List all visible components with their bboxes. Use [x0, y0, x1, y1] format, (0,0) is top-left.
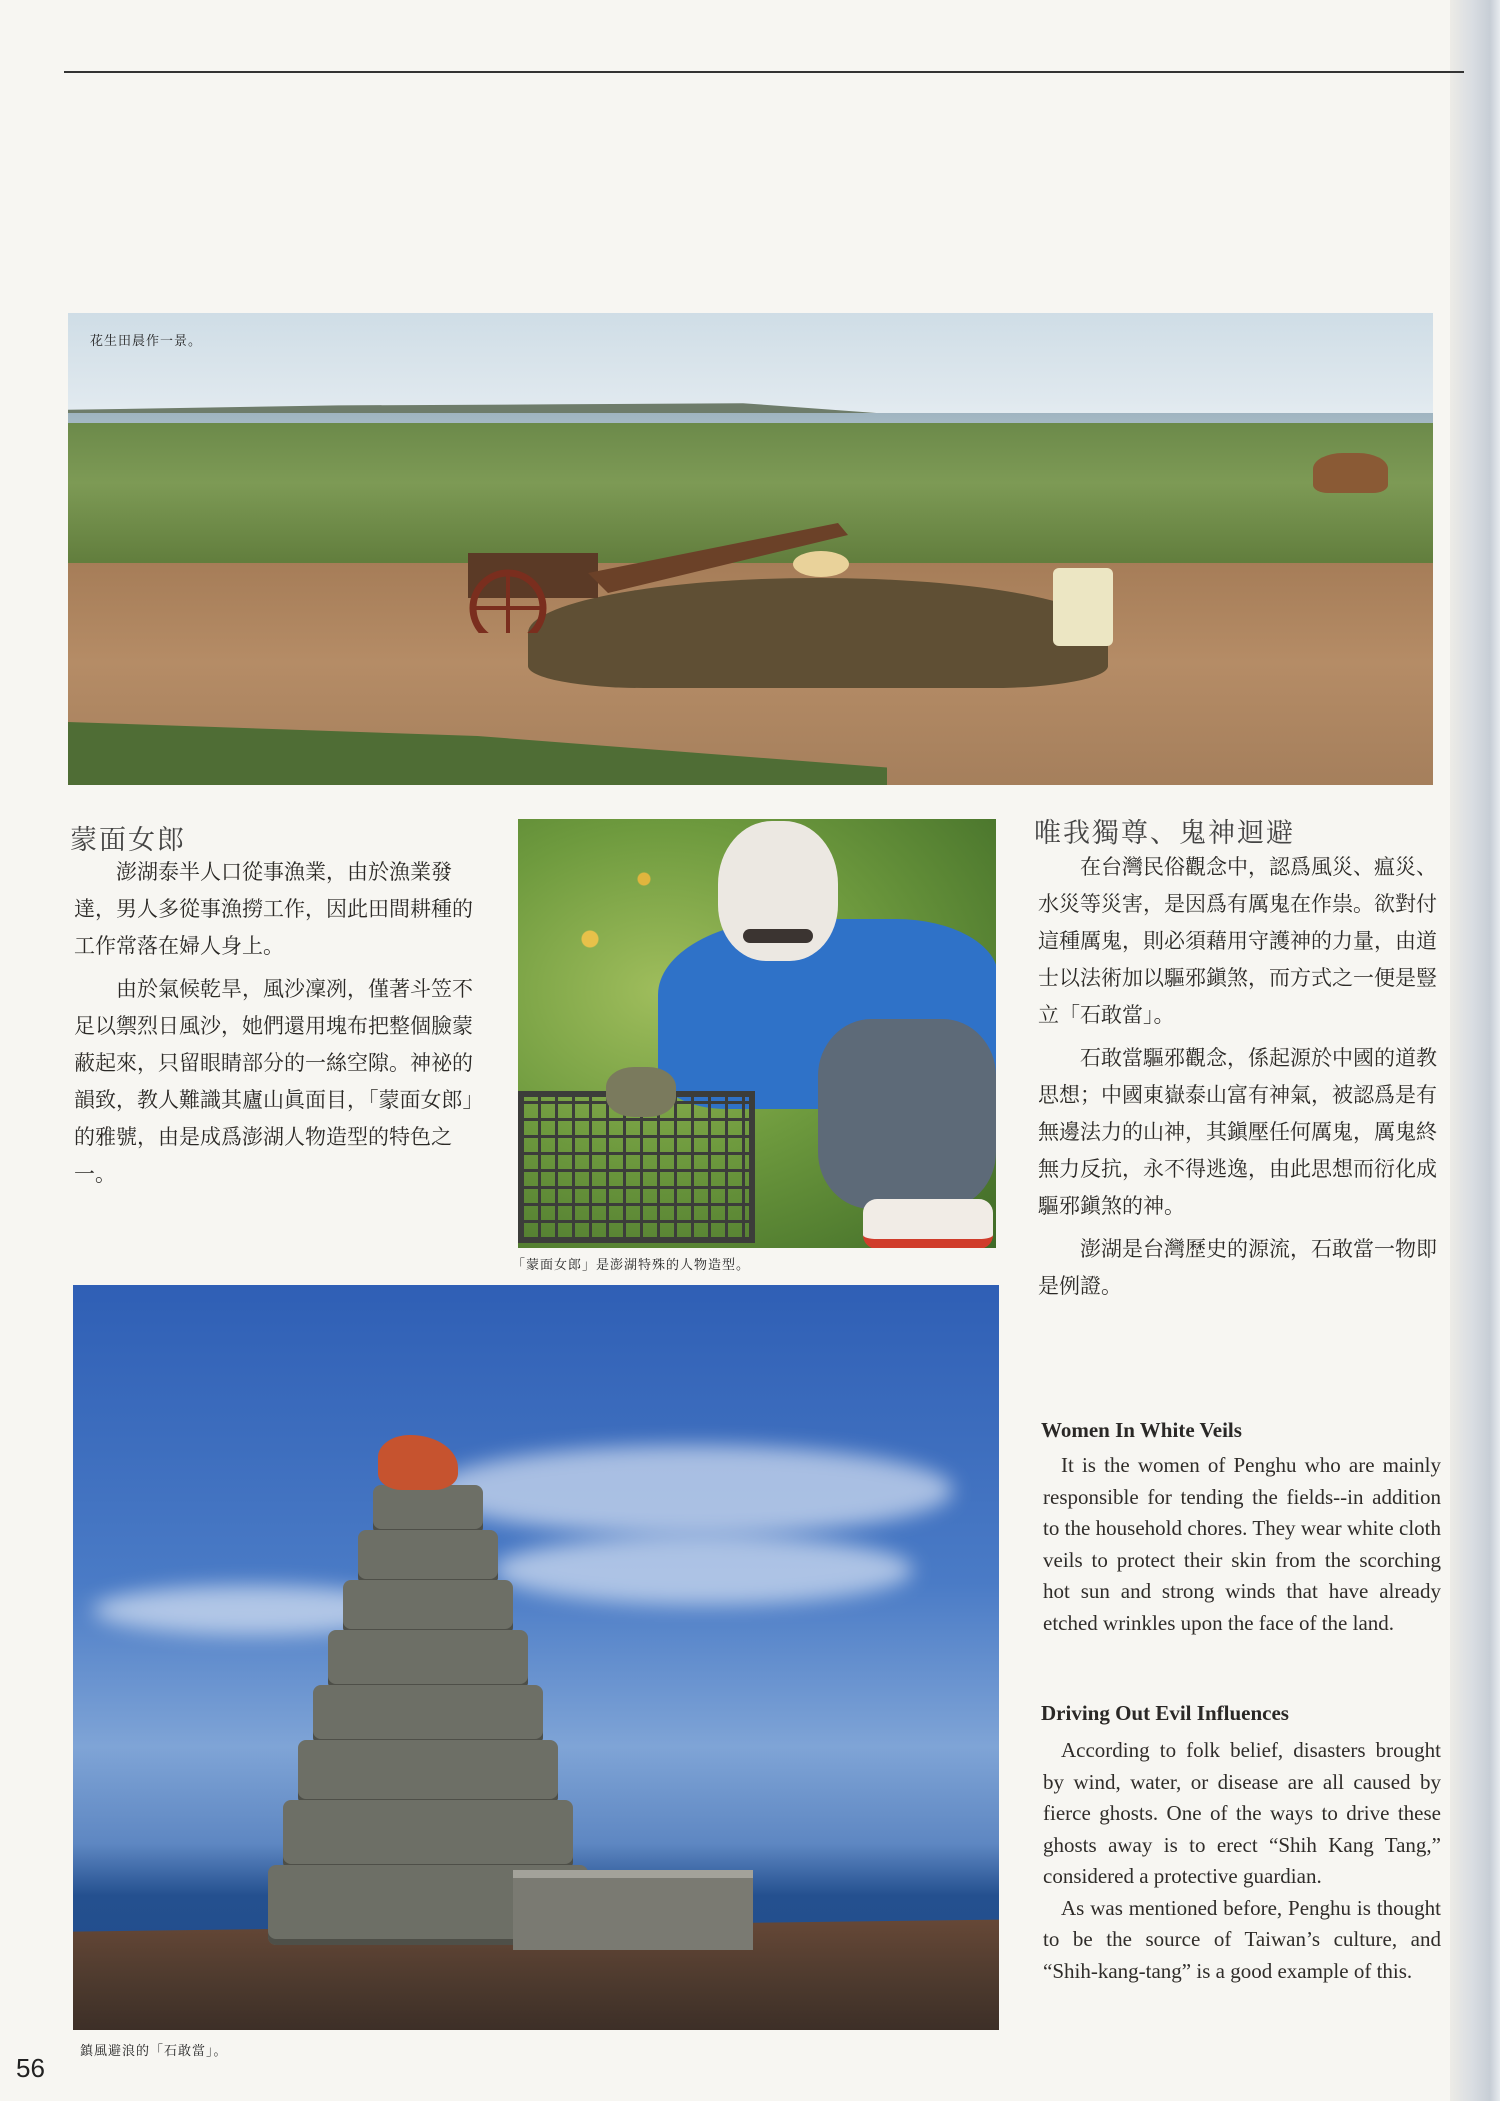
tower-tier: [343, 1580, 513, 1635]
wooden-cart: [438, 513, 858, 633]
caption-field-photo: 花生田晨作一景。: [90, 334, 203, 349]
caption-woman-photo: 「蒙面女郎」是澎湖特殊的人物造型。: [512, 1258, 751, 1273]
zh-text-veiled-women: [74, 854, 484, 1199]
cloud: [493, 1535, 913, 1605]
lion-statue: [378, 1435, 458, 1490]
stone-altar: [513, 1870, 753, 1950]
straw-hat: [793, 551, 849, 577]
tower-tier: [313, 1685, 543, 1745]
en-paragraph: It is the women of Penghu who are mainly responsible for tending the fields--in addition to the household chores. They wear white cloth veils to protect their skin from the scorching hot sun and strong winds that have already etched wrinkles upon the face of the land.: [1043, 1453, 1441, 1635]
heading-shih-kang-tang: 唯我獨尊、鬼神迴避: [1034, 818, 1295, 849]
top-rule: [64, 71, 1464, 73]
tower-tier: [283, 1800, 573, 1870]
tower-tier: [328, 1630, 528, 1690]
grey-pants: [818, 1019, 996, 1209]
page-edge: [1450, 0, 1500, 2101]
heading-driving-out-evil: Driving Out Evil Influences: [1041, 1701, 1289, 1725]
feed-bag: [1053, 568, 1113, 646]
peanut-field-photo: [68, 313, 1433, 785]
zh-text-shih-kang-tang: [1038, 849, 1438, 1311]
cow: [1313, 453, 1388, 493]
zh-paragraph: 澎湖是台灣歷史的源流，石敢當一物即是例證。: [1038, 1237, 1437, 1298]
veiled-woman-photo: [518, 819, 996, 1248]
zh-paragraph: 由於氣候乾旱，風沙凜冽，僅著斗笠不足以禦烈日風沙，她們還用塊布把整個臉蒙蔽起來，只留眼睛部分的一絲空隙。神祕的韻致，教人難識其廬山眞面目，「蒙面女郎」的雅號，由是成爲澎湖人物造型的特色之一。: [74, 977, 484, 1186]
page-number: 56: [16, 2053, 45, 2083]
heading-veiled-women: 蒙面女郎: [70, 825, 186, 856]
eye-slit: [743, 929, 813, 943]
caption-tower-photo: 鎮風避浪的「石敢當」。: [80, 2044, 228, 2059]
zh-paragraph: 在台灣民俗觀念中，認爲風災、瘟災、水災等災害，是因爲有厲鬼在作祟。欲對付這種厲鬼，則必須藉用守護神的力量，由道士以法術加以驅邪鎭煞，而方式之一便是豎立「石敢當」。: [1038, 855, 1437, 1027]
en-paragraph: According to folk belief, disasters brought by wind, water, or disease are all caused by fierce ghosts. One of the ways to drive these ghosts away is to erect “Shih Kang Tang,” considered a protective guardian.: [1043, 1738, 1441, 1888]
en-text-women-in-white-veils: [1043, 1450, 1441, 1639]
zh-paragraph: 石敢當驅邪觀念，係起源於中國的道教思想；中國東嶽泰山富有神氣，被認爲是有無邊法力的山神，其鎭壓任何厲鬼，厲鬼終無力反抗，永不得逃逸，由此思想而衍化成驅邪鎭煞的神。: [1038, 1046, 1437, 1218]
en-paragraph: As was mentioned before, Penghu is thought to be the source of Taiwan’s culture, and “Shih-kang-tang” is a good example of this.: [1043, 1895, 1441, 1983]
sneaker: [863, 1199, 993, 1248]
shih-kang-tang-photo: [73, 1285, 999, 2030]
heading-women-in-white-veils: Women In White Veils: [1041, 1418, 1242, 1442]
tower-tier: [373, 1485, 483, 1535]
glove: [606, 1067, 676, 1117]
cloud: [433, 1445, 953, 1535]
tower-tier: [358, 1530, 498, 1585]
zh-paragraph: 澎湖泰半人口從事漁業，由於漁業發達，男人多從事漁撈工作，因此田間耕種的工作常落在婦人身上。: [74, 860, 473, 958]
tower-tier: [298, 1740, 558, 1805]
en-text-driving-out-evil: [1043, 1735, 1441, 1987]
